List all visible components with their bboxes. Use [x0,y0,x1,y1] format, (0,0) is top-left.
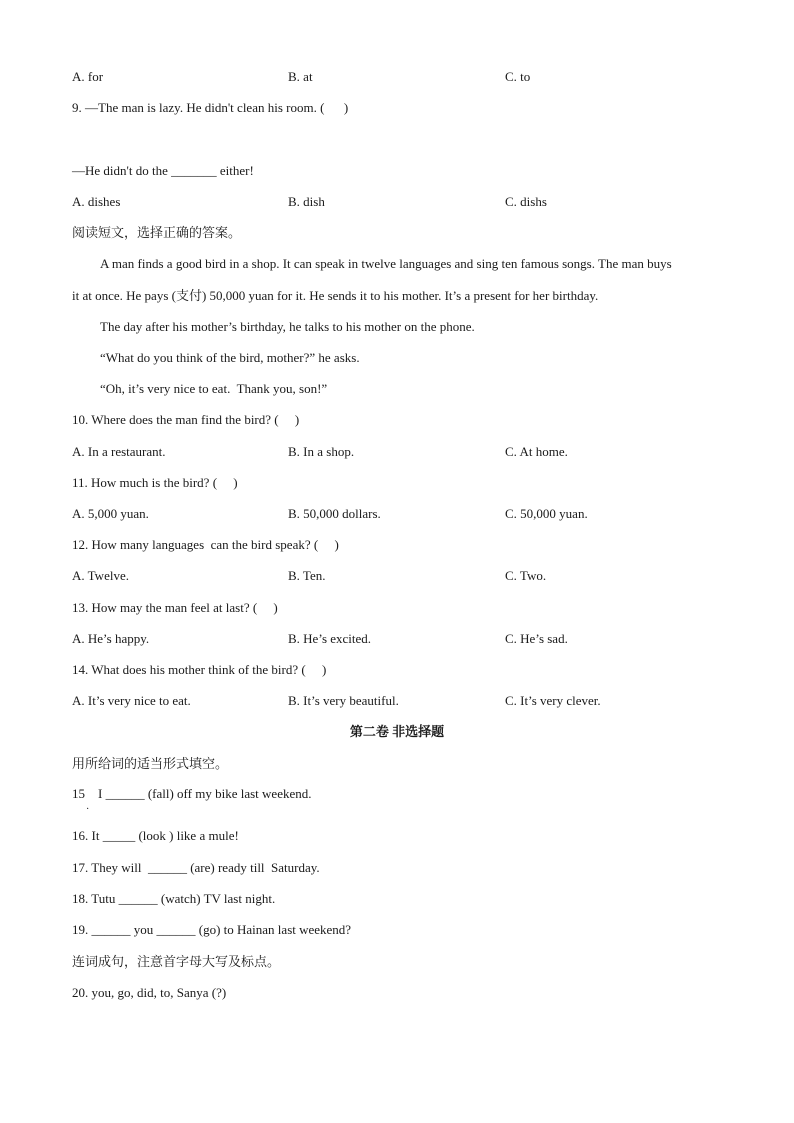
q9-reply: —He didn't do the _______ either! [72,163,254,178]
q17-question: 17. They will ______ (are) ready till Saturday. [72,860,320,875]
q13-option-c: C. He’s sad. [505,631,568,646]
reading-paragraph-1-line-1: A man finds a good bird in a shop. It can speak in twelve languages and sing ten famous songs. The man buys [100,256,672,271]
q16-question: 16. It _____ (look ) like a mule! [72,828,239,843]
q20-question: 20. you, go, did, to, Sanya (?) [72,985,227,1000]
reading-paragraph-3: “What do you think of the bird, mother?” he asks. [100,350,360,365]
fill-blank-instruction: 用所给词的适当形式填空。 [72,756,229,771]
reading-paragraph-4: “Oh, it’s very nice to eat. Thank you, son!” [100,381,328,396]
reading-instruction: 阅读短文，选择正确的答案。 [72,225,242,240]
q9-option-c: C. dishs [505,194,547,209]
q10-option-a: A. In a restaurant. [72,444,166,459]
q13-question: 13. How may the man feel at last? ( ) [72,600,278,615]
q14-option-b: B. It’s very beautiful. [288,693,399,708]
q19-question: 19. ______ you ______ (go) to Hainan last weekend? [72,922,352,937]
reading-paragraph-2: The day after his mother’s birthday, he talks to his mother on the phone. [100,319,475,334]
q12-option-c: C. Two. [505,568,547,583]
word-order-instruction: 连词成句，注意首字母大写及标点。 [72,954,281,969]
q15-dot-mark: · [86,804,90,815]
q11-option-a: A. 5,000 yuan. [72,506,149,521]
q9-option-b: B. dish [288,194,325,209]
q9-option-a: A. dishes [72,194,121,209]
q12-option-b: B. Ten. [288,568,326,583]
q8-option-c: C. to [505,69,531,84]
q13-option-a: A. He’s happy. [72,631,150,646]
q12-question: 12. How many languages can the bird speak? ( ) [72,537,339,552]
q12-option-a: A. Twelve. [72,568,129,583]
section-2-heading: 第二卷 非选择题 [349,724,445,739]
q11-question: 11. How much is the bird? ( ) [72,475,238,490]
q14-question: 14. What does his mother think of the bird? ( ) [72,662,327,677]
q10-option-b: B. In a shop. [288,444,355,459]
q15-question: 15 I ______ (fall) off my bike last weekend. [72,786,312,801]
q8-option-b: B. at [288,69,313,84]
q10-option-c: C. At home. [505,444,568,459]
q10-question: 10. Where does the man find the bird? ( ) [72,412,300,427]
q9-question: 9. —The man is lazy. He didn't clean his room. ( ) [72,100,349,115]
q14-option-c: C. It’s very clever. [505,693,601,708]
q11-option-c: C. 50,000 yuan. [505,506,588,521]
q13-option-b: B. He’s excited. [288,631,372,646]
q18-question: 18. Tutu ______ (watch) TV last night. [72,891,276,906]
reading-paragraph-1-line-2: it at once. He pays (支付) 50,000 yuan for it. He sends it to his mother. It’s a present for her birthday. [72,288,599,303]
q8-option-a: A. for [72,69,104,84]
q11-option-b: B. 50,000 dollars. [288,506,381,521]
q14-option-a: A. It’s very nice to eat. [72,693,191,708]
